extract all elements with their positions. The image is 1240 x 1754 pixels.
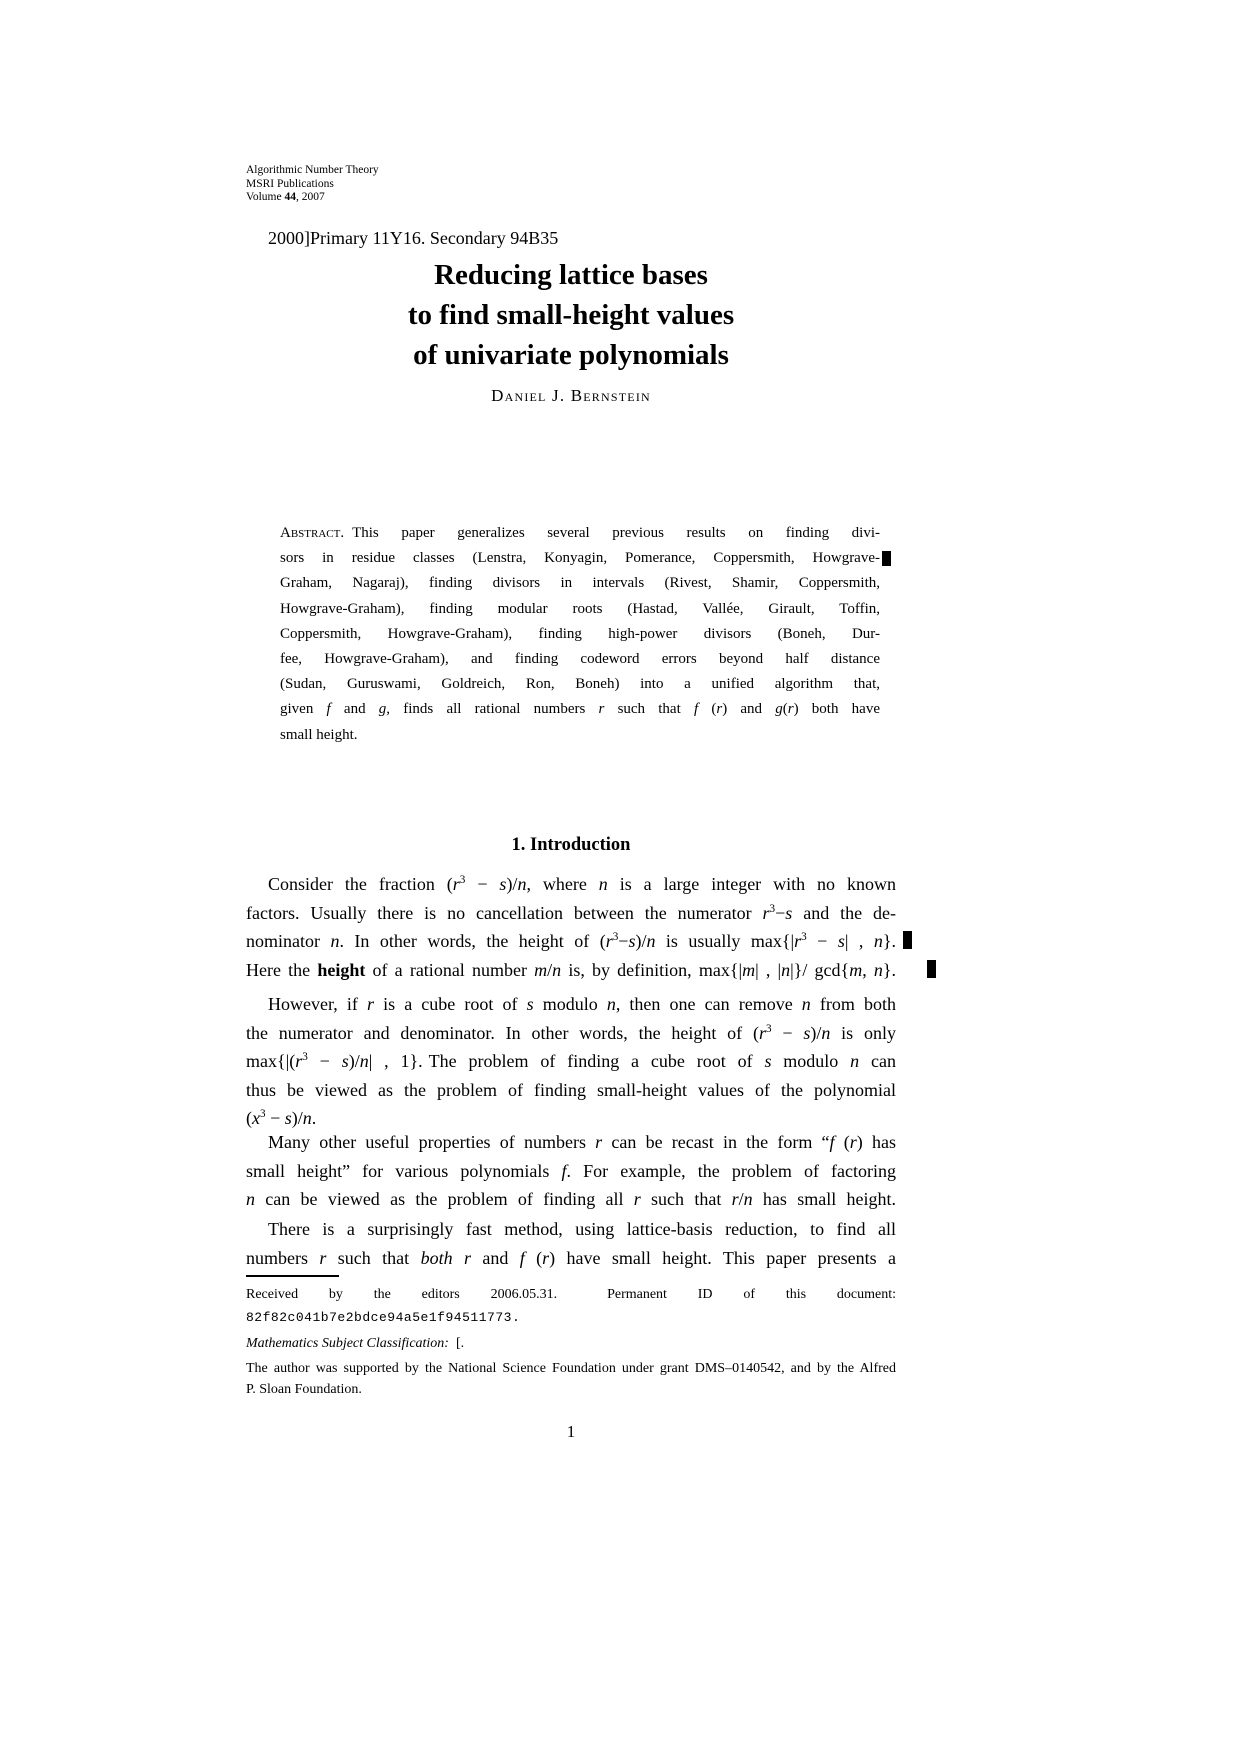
- intro-paragraph-2: [246, 990, 896, 1133]
- text-segment: n: [606, 994, 616, 1014]
- text-segment: n: [646, 931, 656, 951]
- text-segment: f: [519, 1247, 525, 1268]
- text-line: [246, 386, 896, 406]
- text-segment: 3: [612, 931, 619, 943]
- text-segment: s: [764, 1051, 772, 1071]
- text-segment: n: [598, 874, 608, 894]
- text-segment: g: [775, 701, 783, 718]
- text-line: [246, 1047, 896, 1076]
- text-segment: 3: [801, 931, 807, 943]
- text-segment: of a rational number: [365, 959, 535, 980]
- text-segment: . In other words, the height of (: [339, 931, 606, 951]
- text-line: [280, 622, 880, 647]
- text-segment: m: [742, 959, 756, 980]
- text-segment: 2000]Primary 11Y16. Secondary 94B35: [268, 228, 559, 248]
- text-segment: (: [782, 701, 788, 718]
- text-segment: and the de-: [792, 902, 896, 923]
- text-segment: )/: [635, 931, 647, 951]
- text-line: [246, 255, 896, 295]
- text-segment: ,: [862, 959, 874, 980]
- text-segment: }.: [882, 931, 897, 951]
- text-line: [246, 990, 896, 1019]
- text-segment: such that: [326, 1247, 421, 1268]
- text-segment: r: [762, 902, 770, 923]
- text-line: [280, 723, 880, 748]
- text-segment: {: [781, 931, 791, 951]
- intro-paragraph-3: [246, 1128, 896, 1214]
- text-line: [246, 164, 666, 178]
- text-segment: The problem of finding a cube root of: [428, 1051, 765, 1071]
- text-segment: n: [330, 931, 340, 951]
- text-segment: small height.: [280, 726, 358, 743]
- text-line: [280, 672, 880, 697]
- text-segment: modulo: [533, 994, 607, 1014]
- text-segment: s: [526, 994, 534, 1014]
- text-segment: is a large integer with no known: [607, 874, 897, 894]
- text-segment: modulo: [771, 1051, 851, 1071]
- text-segment: Mathematics Subject Classification:: [246, 1336, 449, 1351]
- text-segment: r: [319, 1247, 327, 1268]
- text-segment: (: [524, 1247, 543, 1268]
- text-segment: Graham, Nagaraj), finding divisors in intervals (Rivest, Shamir, Coppersmith,: [280, 575, 880, 592]
- text-segment: Volume: [246, 191, 285, 203]
- text-segment: such that: [640, 1189, 732, 1209]
- text-line: [246, 178, 666, 192]
- text-segment: r: [849, 1132, 857, 1152]
- text-line: [246, 1358, 896, 1379]
- text-segment: 3: [765, 1022, 772, 1035]
- text-segment: f: [829, 1132, 835, 1152]
- text-segment: | ,: [844, 931, 874, 951]
- text-segment: factors. Usually there is no cancellation between the numerator: [246, 902, 763, 923]
- footnote-msc: [246, 1333, 896, 1356]
- text-segment: Consider the fraction (: [268, 874, 453, 894]
- text-line: [246, 1379, 896, 1400]
- publication-info: [246, 164, 666, 205]
- text-segment: /: [738, 1189, 744, 1209]
- text-segment: s: [837, 931, 845, 951]
- text-segment: (: [246, 1108, 252, 1128]
- text-segment: such that: [604, 701, 694, 718]
- text-segment: ) and: [722, 701, 776, 718]
- text-segment: 82f82c041b7e2bdce94a5e1f94511773.: [246, 1309, 521, 1325]
- text-segment: 3: [260, 1108, 266, 1120]
- footnote-rule: [246, 1275, 339, 1277]
- text-segment: s: [803, 1022, 811, 1043]
- text-line: [246, 335, 896, 375]
- intro-paragraph-1: [246, 870, 896, 984]
- text-segment: g: [378, 701, 387, 718]
- text-line: [246, 1284, 896, 1307]
- text-segment: r: [758, 1022, 766, 1043]
- text-segment: ) have small height. This paper presents a: [549, 1247, 896, 1268]
- text-segment: r: [794, 931, 802, 951]
- text-segment: the numerator and denominator. In other words, the height of (: [246, 1022, 759, 1043]
- text-segment: , then one can remove: [615, 994, 802, 1014]
- text-segment: r: [787, 701, 794, 718]
- text-segment: r: [366, 994, 374, 1014]
- text-segment: n: [873, 931, 883, 951]
- text-segment: max{|(: [246, 1051, 296, 1071]
- text-line: [246, 1333, 896, 1356]
- text-segment: (Sudan, Guruswami, Goldreich, Ron, Boneh) into a unified algorithm that,: [280, 676, 880, 693]
- text-line: [246, 1019, 896, 1048]
- text-segment: n: [552, 959, 562, 980]
- text-segment: }.: [882, 959, 896, 980]
- text-segment: ) both have: [793, 701, 880, 718]
- footnote-funding: [246, 1358, 896, 1400]
- text-segment: However, if: [268, 994, 367, 1014]
- text-segment: −: [775, 902, 786, 923]
- text-segment: n: [850, 1051, 860, 1071]
- text-segment: , where: [526, 874, 599, 894]
- text-segment: height: [317, 959, 366, 980]
- text-segment: Algorithmic Number Theory: [246, 164, 379, 176]
- text-segment: nominator: [246, 931, 331, 951]
- text-segment: r: [295, 1051, 303, 1071]
- text-segment: r: [605, 931, 613, 951]
- text-line: [246, 1076, 896, 1105]
- text-segment: )/: [348, 1051, 360, 1071]
- overfull-hbox-marker: [927, 960, 936, 978]
- overfull-hbox-marker: [882, 551, 891, 566]
- text-segment: f: [326, 701, 331, 718]
- text-segment: and: [330, 701, 379, 718]
- text-segment: both r: [420, 1247, 471, 1268]
- overfull-hbox-marker: [903, 931, 912, 949]
- text-segment: [.: [455, 1336, 465, 1351]
- text-segment: ) has: [856, 1132, 896, 1152]
- text-segment: s: [628, 931, 636, 951]
- text-segment: s: [499, 874, 507, 894]
- text-segment: given: [280, 701, 327, 718]
- text-segment: MSRI Publications: [246, 177, 334, 190]
- text-segment: sors in residue classes (Lenstra, Konyagin, Pomerance, Coppersmith, Howgrave-: [280, 550, 880, 567]
- text-segment: n: [517, 874, 527, 894]
- text-segment: Coppersmith, Howgrave-Graham), finding high-power divisors (Boneh, Dur-: [280, 625, 880, 642]
- text-segment: )/: [506, 874, 518, 894]
- text-line: [246, 927, 896, 956]
- text-segment: −: [307, 1051, 342, 1071]
- text-segment: s: [284, 1108, 292, 1128]
- text-line: [280, 521, 880, 546]
- text-segment: is usually max: [655, 931, 782, 951]
- text-segment: r: [716, 701, 723, 718]
- text-segment: from both: [810, 994, 896, 1014]
- text-segment: −: [771, 1022, 804, 1043]
- text-line: [246, 1157, 896, 1186]
- text-segment: 3: [459, 874, 466, 886]
- text-segment: There is a surprisingly fast method, using lattice-basis reduction, to find all: [268, 1219, 896, 1239]
- text-segment: 3: [302, 1051, 308, 1063]
- text-segment: 1. Introduction: [511, 835, 631, 855]
- text-segment: r: [633, 1189, 641, 1209]
- text-segment: r: [542, 1247, 550, 1268]
- text-segment: n: [246, 1189, 255, 1209]
- text-segment: can be recast in the form “: [602, 1132, 830, 1152]
- text-segment: Received by the editors 2006.05.31.: [246, 1287, 558, 1302]
- text-line: [246, 295, 896, 335]
- text-line: [246, 1128, 896, 1157]
- text-segment: n: [801, 994, 811, 1014]
- text-segment: Howgrave-Graham), finding modular roots (Hastad, Vallée, Girault, Toffin,: [280, 600, 880, 617]
- text-segment: | , |: [755, 959, 782, 980]
- text-segment: small height” for various polynomials: [246, 1160, 562, 1181]
- text-segment: , 2007: [295, 191, 325, 203]
- footnote-received: [246, 1284, 896, 1329]
- text-segment: (: [698, 701, 717, 718]
- text-line: [246, 226, 896, 250]
- text-line: [246, 956, 896, 985]
- text-segment: can: [859, 1051, 897, 1071]
- text-segment: n: [873, 959, 883, 980]
- author-name: [246, 386, 896, 406]
- text-segment: Daniel J. Bernstein: [491, 386, 651, 405]
- text-segment: of univariate polynomials: [413, 339, 729, 371]
- text-line: [246, 1307, 896, 1330]
- text-line: [246, 899, 896, 928]
- text-segment: |}/ gcd{: [790, 959, 850, 980]
- text-segment: can be viewed as the problem of finding all: [255, 1189, 634, 1209]
- text-segment: m: [849, 959, 863, 980]
- text-segment: n: [821, 1022, 831, 1043]
- text-segment: |: [790, 931, 795, 951]
- text-segment: is, by definition, max{|: [561, 959, 743, 980]
- text-segment: P. Sloan Foundation.: [246, 1382, 362, 1397]
- text-segment: n: [743, 1189, 753, 1209]
- page-number: [246, 1422, 896, 1442]
- text-segment: r: [598, 701, 605, 718]
- text-segment: n: [781, 959, 791, 980]
- text-segment: −: [806, 931, 838, 951]
- msc-classification-line: [246, 226, 896, 250]
- text-segment: is a cube root of: [373, 994, 527, 1014]
- intro-paragraph-4: [246, 1215, 896, 1272]
- text-line: [246, 832, 896, 858]
- text-line: [280, 697, 880, 722]
- text-line: [246, 1185, 896, 1214]
- text-segment: −: [465, 874, 500, 894]
- page-number-value: 1: [566, 1422, 576, 1441]
- text-line: [280, 546, 880, 571]
- text-segment: | , 1}.: [368, 1051, 423, 1071]
- text-segment: Many other useful properties of numbers: [268, 1132, 596, 1152]
- section-heading-introduction: [246, 832, 896, 858]
- text-segment: f: [561, 1160, 567, 1181]
- text-segment: 3: [769, 902, 776, 915]
- text-segment: Here the: [246, 959, 318, 980]
- text-segment: Permanent ID of this document:: [607, 1287, 896, 1302]
- text-segment: Abstract.: [280, 525, 345, 541]
- text-line: [246, 1244, 896, 1273]
- text-segment: has small height.: [752, 1189, 896, 1209]
- paper-title: [246, 255, 896, 375]
- text-segment: −: [618, 931, 629, 951]
- text-segment: m: [534, 959, 548, 980]
- text-segment: thus be viewed as the problem of finding small-height values of the polynomial: [246, 1079, 896, 1100]
- text-line: [280, 571, 880, 596]
- text-segment: /: [547, 959, 553, 980]
- text-segment: numbers: [246, 1247, 320, 1268]
- text-segment: The author was supported by the National Science Foundation under grant DMS–0140542, and by the Alfred: [246, 1361, 896, 1376]
- text-segment: 44: [284, 191, 296, 203]
- text-segment: , finds all rational numbers: [386, 701, 599, 718]
- text-segment: r: [595, 1132, 603, 1152]
- text-line: [246, 1215, 896, 1244]
- abstract: [280, 521, 880, 748]
- text-segment: . For example, the problem of factoring: [566, 1160, 897, 1181]
- text-segment: −: [265, 1108, 285, 1128]
- text-segment: r: [452, 874, 460, 894]
- text-segment: is only: [830, 1022, 896, 1043]
- text-segment: .: [311, 1108, 317, 1128]
- text-segment: x: [252, 1108, 260, 1128]
- text-segment: )/: [291, 1108, 303, 1128]
- text-line: [280, 647, 880, 672]
- text-segment: )/: [810, 1022, 822, 1043]
- text-segment: r: [731, 1189, 739, 1209]
- text-segment: f: [693, 701, 699, 718]
- text-segment: (: [834, 1132, 850, 1152]
- text-line: [280, 597, 880, 622]
- text-segment: s: [341, 1051, 349, 1071]
- text-line: [246, 870, 896, 899]
- text-line: [246, 191, 666, 205]
- text-segment: n: [302, 1108, 312, 1128]
- text-segment: This paper generalizes several previous results on finding divi-: [352, 525, 880, 541]
- text-segment: to find small-height values: [407, 299, 735, 331]
- text-segment: and: [470, 1247, 520, 1268]
- text-segment: fee, Howgrave-Graham), and finding codeword errors beyond half distance: [280, 651, 880, 668]
- text-segment: Reducing lattice bases: [434, 259, 708, 291]
- text-segment: n: [359, 1051, 369, 1071]
- text-segment: s: [785, 902, 793, 923]
